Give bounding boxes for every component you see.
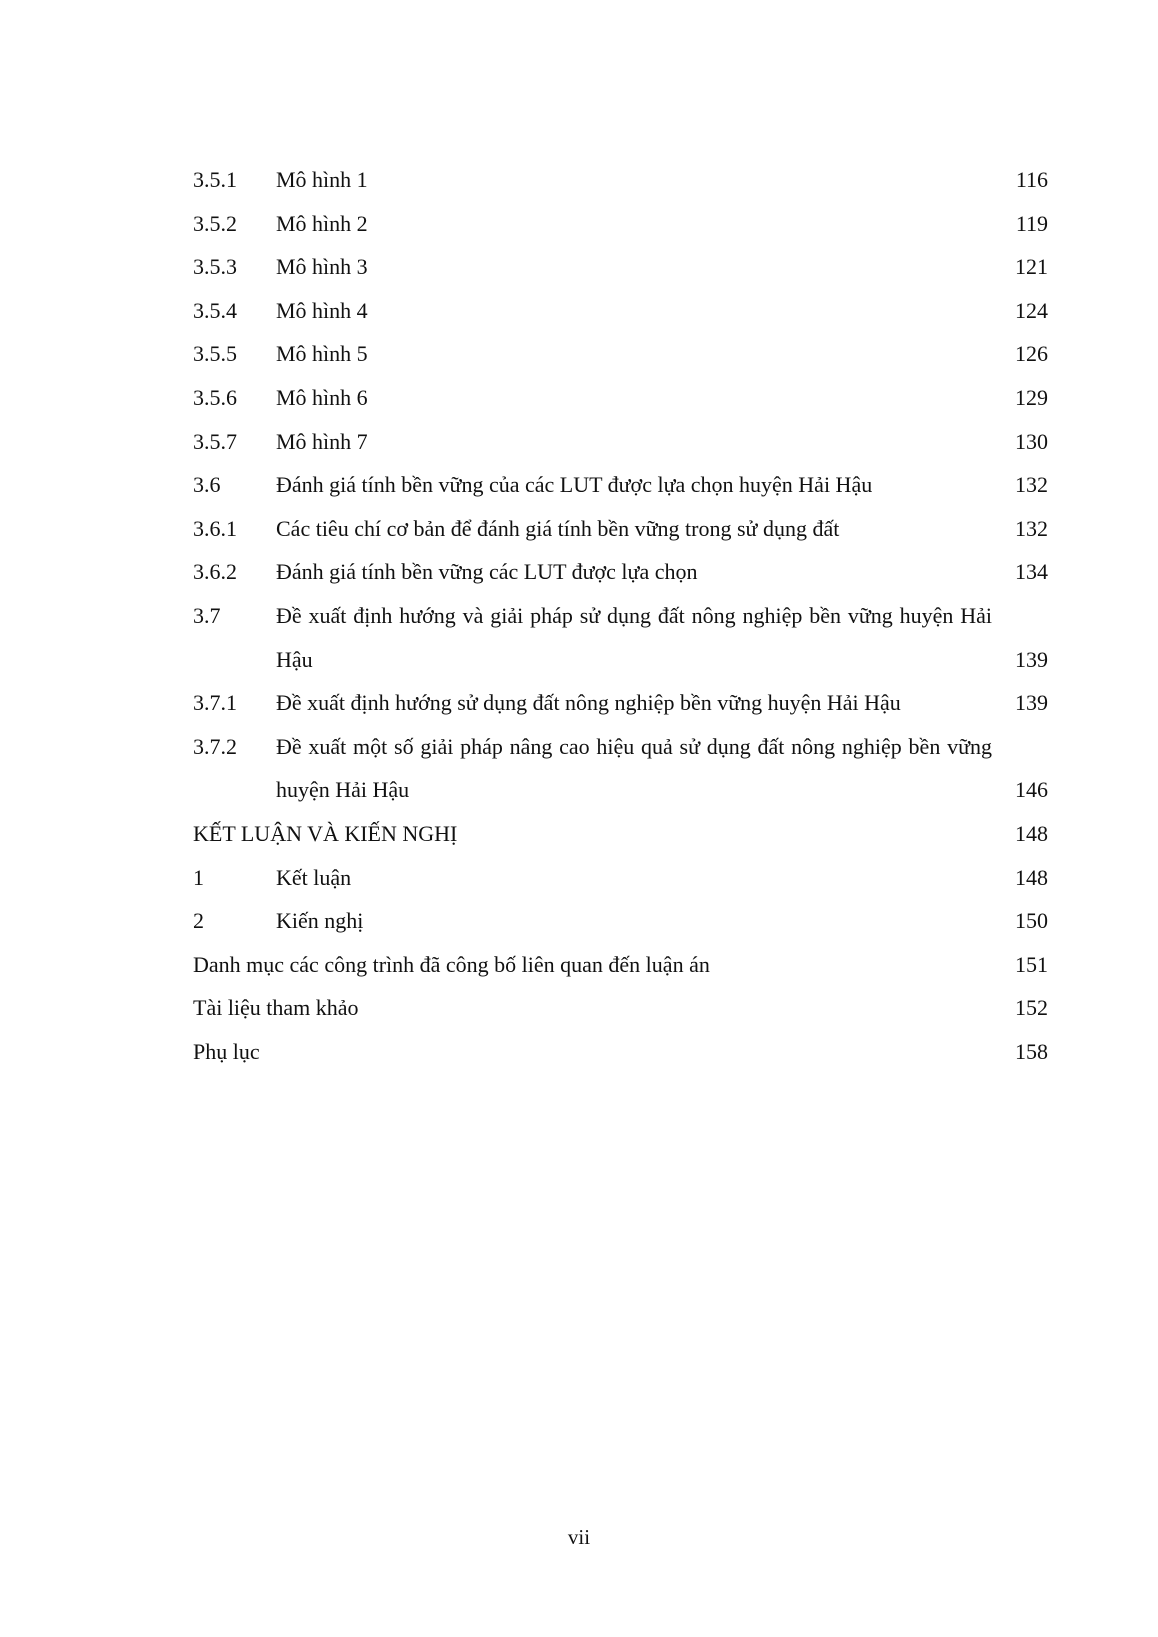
toc-entry[interactable] <box>193 899 1048 943</box>
toc-entry[interactable] <box>193 507 1048 551</box>
toc-entry-number: 3.5.4 <box>193 297 237 323</box>
toc-entry-title: Mô hình 3 <box>276 254 368 280</box>
toc-entry-page: 121 <box>1015 254 1048 280</box>
toc-entry-page: 119 <box>1015 210 1048 236</box>
toc-entry[interactable] <box>193 332 1048 376</box>
toc-entry[interactable] <box>193 681 1048 725</box>
toc-entry[interactable] <box>193 812 1048 856</box>
toc-entry-title: Mô hình 7 <box>276 428 368 454</box>
toc-entry-title: Đánh giá tính bền vững của các LUT được lựa chọn huyện Hải Hậu <box>276 472 873 498</box>
toc-entry-page: 132 <box>1015 472 1048 498</box>
toc-entry-title: Mô hình 1 <box>276 167 368 192</box>
toc-entry-title: Mô hình 6 <box>276 384 368 410</box>
toc-entry-page: 129 <box>1015 384 1048 410</box>
toc-entry-title: Đề xuất một số giải pháp nâng cao hiệu quả sử dụng đất nông nghiệp bền vững huyện Hải Hậu <box>276 733 992 803</box>
page-number: vii <box>567 1525 591 1549</box>
toc-entry-number: 3.6.1 <box>193 515 237 541</box>
toc-entry-page: 124 <box>1015 297 1048 323</box>
toc-entry-title: Mô hình 2 <box>276 210 368 236</box>
toc-entry-page: 151 <box>1015 951 1048 977</box>
toc-entry-number: 1 <box>193 864 204 890</box>
toc-entry-number: 3.7.1 <box>193 690 237 716</box>
toc-entry-title: Mô hình 5 <box>276 341 368 367</box>
toc-entry-page: 148 <box>1015 864 1048 890</box>
toc-entry[interactable] <box>193 158 1048 202</box>
toc-entry[interactable] <box>193 245 1048 289</box>
toc-entry[interactable] <box>193 594 1048 681</box>
toc-entry[interactable] <box>193 550 1048 594</box>
toc-entry-page: 150 <box>1015 908 1048 934</box>
toc-entry-title: Danh mục các công trình đã công bố liên quan đến luận án <box>193 951 710 977</box>
toc-entry-number: 3.6 <box>193 472 221 498</box>
toc-entry-number: 3.5.6 <box>193 384 237 410</box>
toc-entry[interactable] <box>193 463 1048 507</box>
toc-entry-title: Các tiêu chí cơ bản để đánh giá tính bền vững trong sử dụng đất <box>276 515 840 541</box>
toc-entry-title: Tài liệu tham khảo <box>193 995 359 1021</box>
toc-entry-title: Kiến nghị <box>276 908 364 934</box>
toc-entry[interactable] <box>193 1030 1048 1074</box>
toc-entry[interactable] <box>193 289 1048 333</box>
toc-entry-number: 3.5.2 <box>193 210 237 236</box>
toc-entry-page: 116 <box>1015 167 1048 192</box>
toc-entry-number: 3.7.2 <box>193 733 237 759</box>
toc-entry-number: 3.7 <box>193 602 221 628</box>
toc-entry-number: 3.5.1 <box>193 167 237 192</box>
toc-entry-number: 3.6.2 <box>193 559 237 585</box>
toc-entry-page: 130 <box>1015 428 1048 454</box>
table-of-contents <box>193 158 1048 1073</box>
toc-entry-number: 3.5.3 <box>193 254 237 280</box>
toc-entry-title: KẾT LUẬN VÀ KIẾN NGHỊ <box>193 820 458 846</box>
toc-entry-number: 2 <box>193 908 204 934</box>
toc-entry-title: Kết luận <box>276 864 352 890</box>
toc-entry-page: 132 <box>1015 515 1048 541</box>
toc-entry[interactable] <box>193 943 1048 987</box>
toc-entry-title: Mô hình 4 <box>276 297 368 323</box>
toc-entry-page: 146 <box>1015 777 1048 803</box>
toc-entry-page: 139 <box>1015 646 1048 672</box>
toc-entry-page: 148 <box>1015 820 1048 846</box>
toc-entry-page: 139 <box>1015 690 1048 716</box>
toc-entry-title: Đề xuất định hướng sử dụng đất nông nghiệp bền vững huyện Hải Hậu <box>276 690 901 716</box>
toc-entry-page: 152 <box>1015 995 1048 1021</box>
toc-entry[interactable] <box>193 420 1048 464</box>
toc-entry[interactable] <box>193 986 1048 1030</box>
toc-entry-page: 134 <box>1015 559 1048 585</box>
toc-entry[interactable] <box>193 725 1048 812</box>
toc-entry-number: 3.5.7 <box>193 428 237 454</box>
toc-entry-page: 126 <box>1015 341 1048 367</box>
toc-entry[interactable] <box>193 376 1048 420</box>
toc-entry-title: Phụ lục <box>193 1038 260 1064</box>
toc-entry[interactable] <box>193 202 1048 246</box>
toc-entry-title: Đề xuất định hướng và giải pháp sử dụng đất nông nghiệp bền vững huyện Hải Hậu <box>276 602 992 672</box>
toc-entry-page: 158 <box>1015 1038 1048 1064</box>
toc-entry-number: 3.5.5 <box>193 341 237 367</box>
toc-entry-title: Đánh giá tính bền vững các LUT được lựa chọn <box>276 559 698 585</box>
toc-entry[interactable] <box>193 856 1048 900</box>
